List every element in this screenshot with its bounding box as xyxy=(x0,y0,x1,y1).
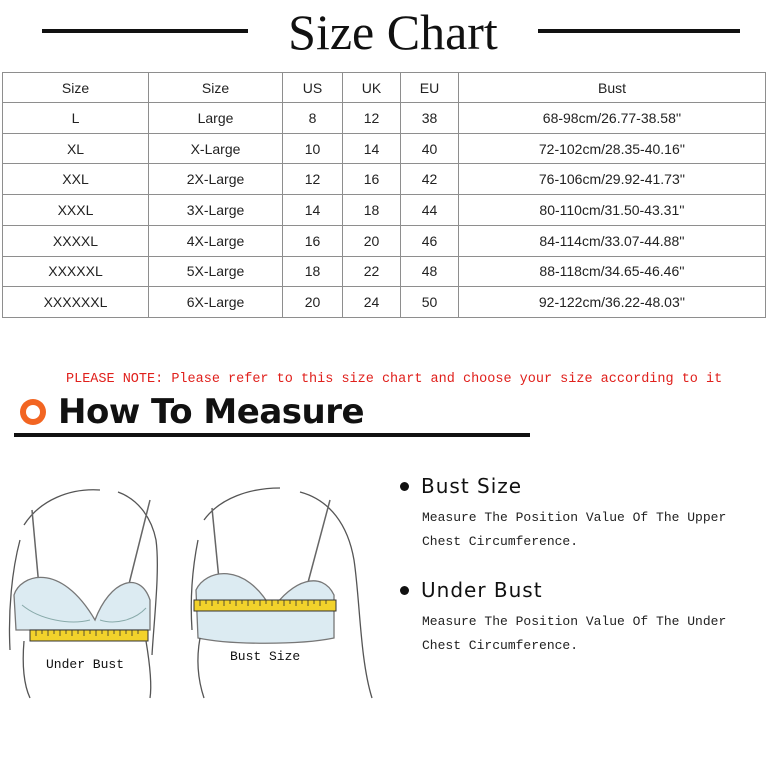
cell-size-code: XXXXXL xyxy=(3,256,149,287)
cell-us: 20 xyxy=(283,287,343,318)
table-row xyxy=(3,195,766,226)
title-divider-left xyxy=(42,29,248,33)
cell-us: 8 xyxy=(283,103,343,134)
header-bust: Bust xyxy=(459,73,766,103)
under-bust-description: Measure The Position Value Of The Under Chest Circumference. xyxy=(422,614,727,653)
title-row xyxy=(0,0,768,66)
cell-size-name: 4X-Large xyxy=(149,225,283,256)
cell-size-name: 3X-Large xyxy=(149,195,283,226)
cell-uk: 24 xyxy=(343,287,401,318)
size-note: PLEASE NOTE: Please refer to this size chart and choose your size according to it xyxy=(66,372,723,387)
cell-eu: 44 xyxy=(401,195,459,226)
header-size-name: Size xyxy=(149,73,283,103)
bust-size-heading xyxy=(400,474,760,498)
bullet-icon xyxy=(400,482,409,491)
table-row xyxy=(3,103,766,134)
under-bust-figure xyxy=(9,490,157,698)
header-uk: UK xyxy=(343,73,401,103)
header-eu: EU xyxy=(401,73,459,103)
title-divider-right xyxy=(538,29,740,33)
cell-us: 18 xyxy=(283,256,343,287)
cell-eu: 38 xyxy=(401,103,459,134)
bust-size-description: Measure The Position Value Of The Upper Chest Circumference. xyxy=(422,510,727,549)
under-bust-heading xyxy=(400,578,760,602)
cell-size-name: 5X-Large xyxy=(149,256,283,287)
cell-eu: 50 xyxy=(401,287,459,318)
cell-eu: 40 xyxy=(401,133,459,164)
measurement-illustration xyxy=(0,470,390,700)
table-row xyxy=(3,225,766,256)
cell-uk: 12 xyxy=(343,103,401,134)
cell-us: 12 xyxy=(283,164,343,195)
cell-eu: 42 xyxy=(401,164,459,195)
target-icon xyxy=(18,397,48,427)
cell-size-name: X-Large xyxy=(149,133,283,164)
cell-size-code: XL xyxy=(3,133,149,164)
cell-bust: 68-98cm/26.77-38.58'' xyxy=(459,103,766,134)
cell-size-code: XXL xyxy=(3,164,149,195)
bullet-icon xyxy=(400,586,409,595)
under-bust-label: Under Bust xyxy=(46,657,125,672)
cell-uk: 16 xyxy=(343,164,401,195)
cell-size-name: 2X-Large xyxy=(149,164,283,195)
cell-size-code: XXXXXXL xyxy=(3,287,149,318)
cell-eu: 46 xyxy=(401,225,459,256)
cell-bust: 76-106cm/29.92-41.73'' xyxy=(459,164,766,195)
cell-uk: 22 xyxy=(343,256,401,287)
page-title: Size Chart xyxy=(288,4,498,60)
cell-uk: 18 xyxy=(343,195,401,226)
bust-size-label: Bust Size xyxy=(230,649,301,664)
table-row xyxy=(3,133,766,164)
cell-bust: 92-122cm/36.22-48.03'' xyxy=(459,287,766,318)
bust-size-info xyxy=(400,474,760,554)
cell-eu: 48 xyxy=(401,256,459,287)
cell-bust: 80-110cm/31.50-43.31'' xyxy=(459,195,766,226)
cell-us: 10 xyxy=(283,133,343,164)
header-size-code: Size xyxy=(3,73,149,103)
cell-size-code: XXXXL xyxy=(3,225,149,256)
cell-size-code: L xyxy=(3,103,149,134)
cell-us: 14 xyxy=(283,195,343,226)
how-to-measure-header xyxy=(0,392,768,442)
cell-uk: 14 xyxy=(343,133,401,164)
how-to-measure-underline xyxy=(14,433,530,437)
bust-size-heading-text: Bust Size xyxy=(421,474,523,498)
table-header-row xyxy=(3,73,766,103)
cell-bust: 72-102cm/28.35-40.16'' xyxy=(459,133,766,164)
header-us: US xyxy=(283,73,343,103)
under-bust-info xyxy=(400,578,760,658)
cell-bust: 84-114cm/33.07-44.88'' xyxy=(459,225,766,256)
cell-us: 16 xyxy=(283,225,343,256)
bust-size-figure xyxy=(191,488,372,698)
cell-size-name: 6X-Large xyxy=(149,287,283,318)
table-row xyxy=(3,287,766,318)
cell-bust: 88-118cm/34.65-46.46'' xyxy=(459,256,766,287)
under-bust-heading-text: Under Bust xyxy=(421,578,543,602)
size-chart-table xyxy=(2,72,766,318)
cell-size-code: XXXL xyxy=(3,195,149,226)
cell-uk: 20 xyxy=(343,225,401,256)
cell-size-name: Large xyxy=(149,103,283,134)
how-to-measure-title: How To Measure xyxy=(58,392,365,432)
table-row xyxy=(3,256,766,287)
table-row xyxy=(3,164,766,195)
